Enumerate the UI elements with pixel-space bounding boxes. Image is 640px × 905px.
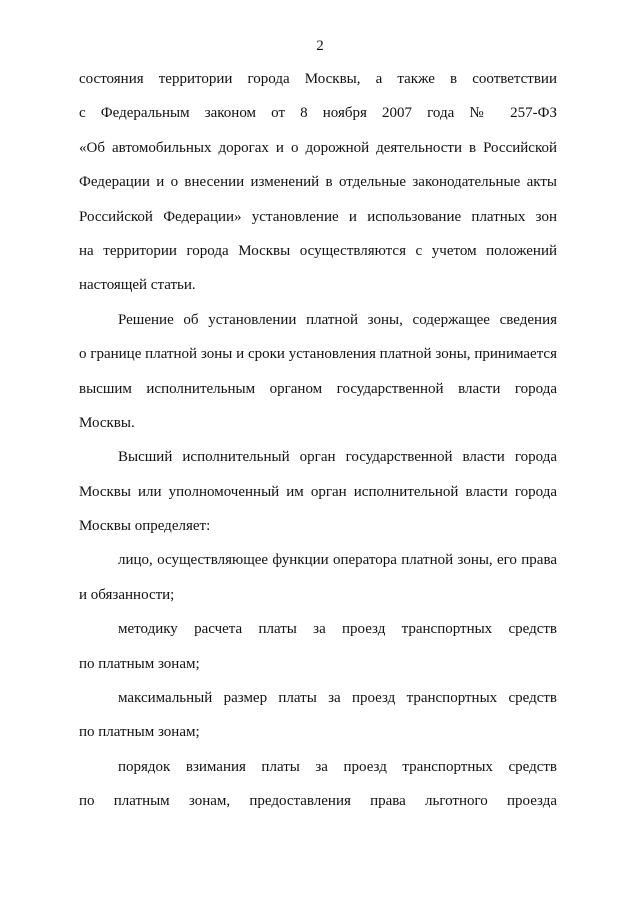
text-line: по платным зонам, предоставления права льготного проезда	[79, 793, 557, 810]
text-line: настоящей статьи.	[79, 277, 196, 294]
text-line: Федерации и о внесении изменений в отдельные законодательные акты	[79, 174, 557, 191]
text-line: Москвы или уполномоченный им орган исполнительной власти города	[79, 483, 557, 500]
text-line: высшим исполнительным органом государственной власти города	[79, 380, 557, 397]
text-line: Москвы определяет:	[79, 518, 211, 535]
text-line: на территории города Москвы осуществляются с учетом положений	[79, 242, 557, 259]
text-line: порядок взимания платы за проезд транспортных средств	[118, 758, 557, 775]
text-line: Российской Федерации» установление и использование платных зон	[79, 208, 557, 225]
text-line: с Федеральным законом от 8 ноября 2007 года № 257-ФЗ	[79, 105, 557, 122]
text-line: по платным зонам;	[79, 655, 200, 672]
text-line: Высший исполнительный орган государственной власти города	[118, 449, 557, 466]
paragraph	[79, 311, 557, 449]
paragraph	[79, 758, 557, 827]
document-body	[79, 70, 557, 827]
text-line: по платным зонам;	[79, 724, 200, 741]
page-number: 2	[316, 38, 324, 54]
paragraph	[79, 551, 557, 620]
paragraph	[79, 448, 557, 551]
paragraph	[79, 70, 557, 311]
text-line: лицо, осуществляющее функции оператора платной зоны, его права	[118, 552, 557, 569]
text-line: «Об автомобильных дорогах и о дорожной деятельности в Российской	[79, 139, 557, 156]
paragraph	[79, 689, 557, 758]
text-line: Москвы.	[79, 414, 135, 431]
text-line: максимальный размер платы за проезд транспортных средств	[118, 690, 557, 707]
paragraph	[79, 620, 557, 689]
text-line: и обязанности;	[79, 586, 175, 603]
text-line: о границе платной зоны и сроки установления платной зоны, принимается	[79, 346, 557, 363]
text-line: состояния территории города Москвы, а также в соответствии	[79, 71, 557, 87]
text-line: методику расчета платы за проезд транспортных средств	[118, 621, 557, 638]
text-line: Решение об установлении платной зоны, содержащее сведения	[118, 311, 557, 328]
